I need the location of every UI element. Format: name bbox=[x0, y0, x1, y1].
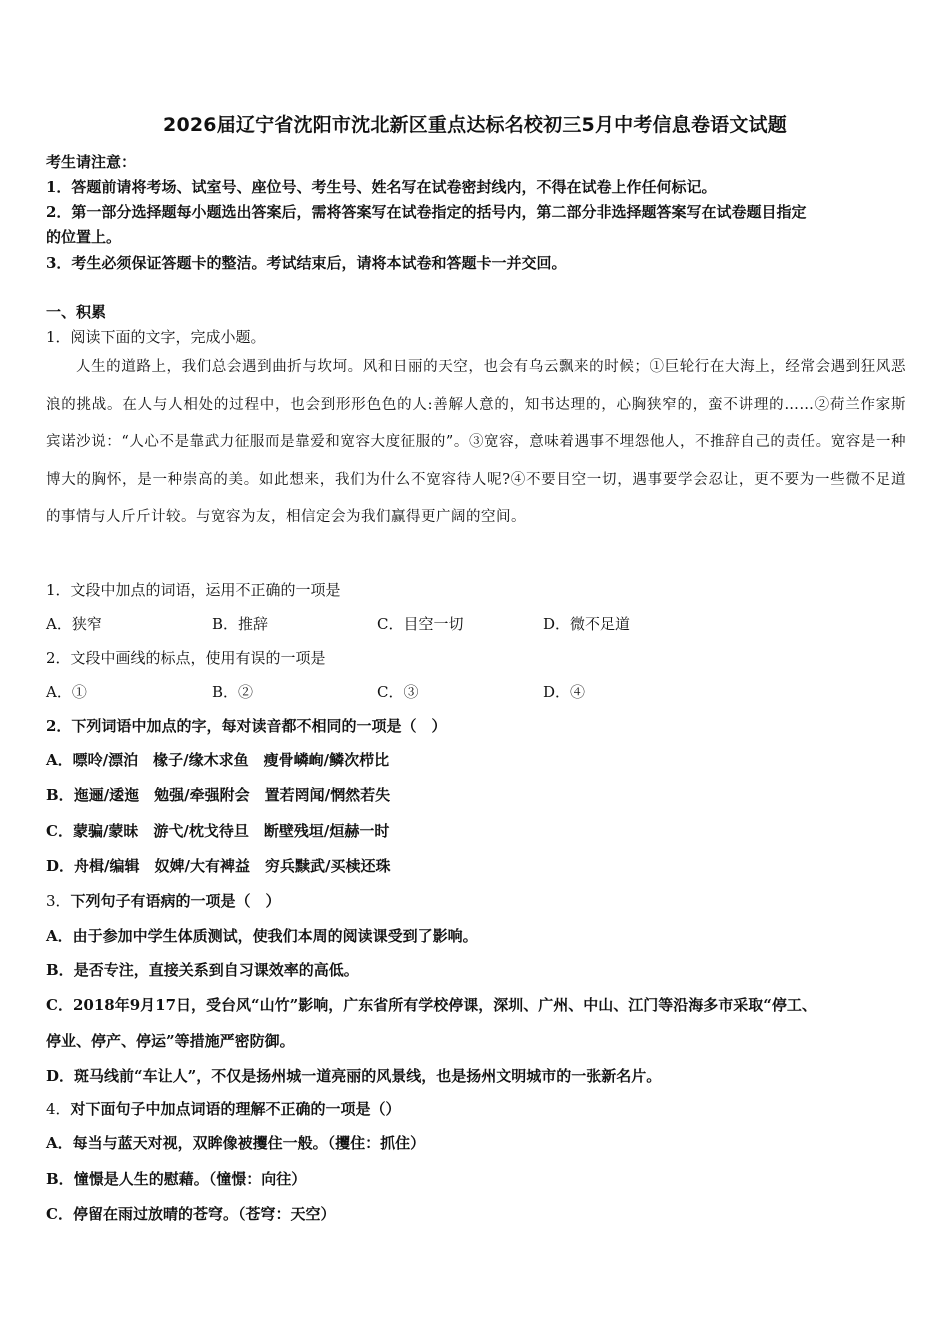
option-letter: C． bbox=[46, 996, 73, 1014]
q4-option-c[interactable] bbox=[46, 1204, 335, 1224]
option-text: 是否专注，直接关系到自习课效率的高低。 bbox=[73, 961, 359, 979]
q3-option-d[interactable] bbox=[46, 1066, 661, 1086]
q1-sub2-option-b[interactable]: B．② bbox=[212, 683, 254, 701]
option-text: 2018年9月17日，受台风“山竹”影响，广东省所有学校停课，深圳、广州、中山、江门等沿海多市采取“停工、 bbox=[72, 996, 817, 1014]
q1-prompt: 1．阅读下面的文字，完成小题。 bbox=[46, 328, 266, 346]
option-letter: C． bbox=[46, 822, 73, 840]
q1-sub2-option-d[interactable]: D．④ bbox=[543, 683, 586, 701]
option-letter: B． bbox=[46, 786, 74, 804]
option-text: 由于参加中学生体质测试，使我们本周的阅读课受到了影响。 bbox=[72, 927, 478, 945]
q3-number: 3． bbox=[46, 892, 71, 910]
option-text: 憧憬是人生的慰藉。（憧憬：向往） bbox=[73, 1170, 307, 1188]
q4-prompt bbox=[46, 1099, 401, 1119]
q1-sub1-option-c[interactable]: C．目空一切 bbox=[377, 615, 464, 633]
q3-option-c[interactable] bbox=[46, 995, 817, 1015]
q1-sub2-option-c[interactable]: C．③ bbox=[377, 683, 419, 701]
q3-prompt bbox=[46, 891, 281, 911]
option-text: 舟楫/编辑 奴婢/大有裨益 穷兵黩武/买椟还珠 bbox=[74, 857, 391, 875]
q3-option-b[interactable] bbox=[46, 960, 359, 980]
q1-sub2-option-a[interactable]: A．① bbox=[46, 683, 87, 701]
q3-text: 下列句子有语病的一项是（ ） bbox=[70, 892, 281, 910]
q1-sub1-option-d[interactable]: D．微不足道 bbox=[543, 615, 631, 633]
option-letter: A． bbox=[46, 1134, 73, 1152]
q1-sub1-option-b[interactable]: B．推辞 bbox=[212, 615, 269, 633]
q4-number: 4． bbox=[46, 1100, 71, 1118]
option-letter: D． bbox=[46, 1067, 75, 1085]
notice-item-2-cont: 的位置上。 bbox=[46, 228, 122, 246]
notice-item-2: 2．第一部分选择题每小题选出答案后，需将答案写在试卷指定的括号内，第二部分非选择题答案写在试卷题目指定 bbox=[46, 203, 807, 221]
q2-option-a[interactable] bbox=[46, 750, 389, 770]
option-text: 停业、停产、停运”等措施严密防御。 bbox=[46, 1032, 295, 1050]
q1-sub1-prompt: 1．文段中加点的词语，运用不正确的一项是 bbox=[46, 581, 341, 599]
q4-option-b[interactable] bbox=[46, 1169, 306, 1189]
option-text: 蒙骗/蒙昧 游弋/枕戈待旦 断壁残垣/烜赫一时 bbox=[72, 822, 390, 840]
q2-option-d[interactable] bbox=[46, 856, 390, 876]
option-letter: B． bbox=[46, 1170, 74, 1188]
q3-option-c-cont bbox=[46, 1031, 295, 1051]
q1-sub2-prompt: 2．文段中画线的标点，使用有误的一项是 bbox=[46, 649, 326, 667]
q3-option-a[interactable] bbox=[46, 926, 478, 946]
notice-item-1: 1．答题前请将考场、试室号、座位号、考生号、姓名写在试卷密封线内，不得在试卷上作任何标记。 bbox=[46, 178, 717, 196]
option-letter: B． bbox=[46, 961, 74, 979]
option-letter: A． bbox=[46, 927, 73, 945]
option-letter: A． bbox=[46, 751, 73, 769]
q1-sub1-option-a[interactable]: A．狭窄 bbox=[46, 615, 102, 633]
option-text: 嘌呤/漂泊 椽子/缘木求鱼 瘦骨嶙峋/鳞次栉比 bbox=[72, 751, 390, 769]
option-text: 迤逦/逶迤 勉强/牵强附会 置若罔闻/惘然若失 bbox=[73, 786, 391, 804]
reading-passage: 人生的道路上，我们总会遇到曲折与坎坷。风和日丽的天空，也会有乌云飘来的时候；①巨轮行在大海上，经常会遇到狂风恶浪的挑战。在人与人相处的过程中，也会到形形色色的人:善解人意的，知书达理的，心胸狭窄的，蛮不讲理的……②荷兰作家斯宾诺沙说：“人心不是靠武力征服而是靠爱和宽容大度征服的”。③宽容，意味着遇事不埋怨他人，不推辞自己的责任。宽容是一种博大的胸怀，是一种崇高的美。如此想来，我们为什么不宽容待人呢?④不要目空一切，遇事要学会忍让，更不要为一些微不足道的事情与人斤斤计较。与宽容为友，相信定会为我们赢得更广阔的空间。 bbox=[46, 359, 906, 525]
notice-item-3: 3．考生必须保证答题卡的整洁。考试结束后，请将本试卷和答题卡一并交回。 bbox=[46, 254, 567, 272]
option-text: 每当与蓝天对视，双眸像被攫住一般。（攫住：抓住） bbox=[72, 1134, 426, 1152]
q4-option-a[interactable] bbox=[46, 1133, 425, 1153]
section-heading: 一、积累 bbox=[46, 303, 107, 321]
q2-option-b[interactable] bbox=[46, 785, 390, 805]
option-letter: C． bbox=[46, 1205, 73, 1223]
q2-option-c[interactable] bbox=[46, 821, 389, 841]
option-letter: D． bbox=[46, 857, 75, 875]
q2-prompt: 2．下列词语中加点的字，每对读音都不相同的一项是（ ） bbox=[46, 717, 447, 735]
option-text: 停留在雨过放晴的苍穹。（苍穹：天空） bbox=[72, 1205, 336, 1223]
q4-text: 对下面句子中加点词语的理解不正确的一项是（） bbox=[70, 1100, 401, 1118]
page-title: 2026届辽宁省沈阳市沈北新区重点达标名校初三5月中考信息卷语文试题 bbox=[163, 114, 787, 136]
option-text: 斑马线前“车让人”，不仅是扬州城一道亮丽的风景线，也是扬州文明城市的一张新名片。 bbox=[74, 1067, 662, 1085]
notice-heading: 考生请注意： bbox=[46, 153, 137, 171]
